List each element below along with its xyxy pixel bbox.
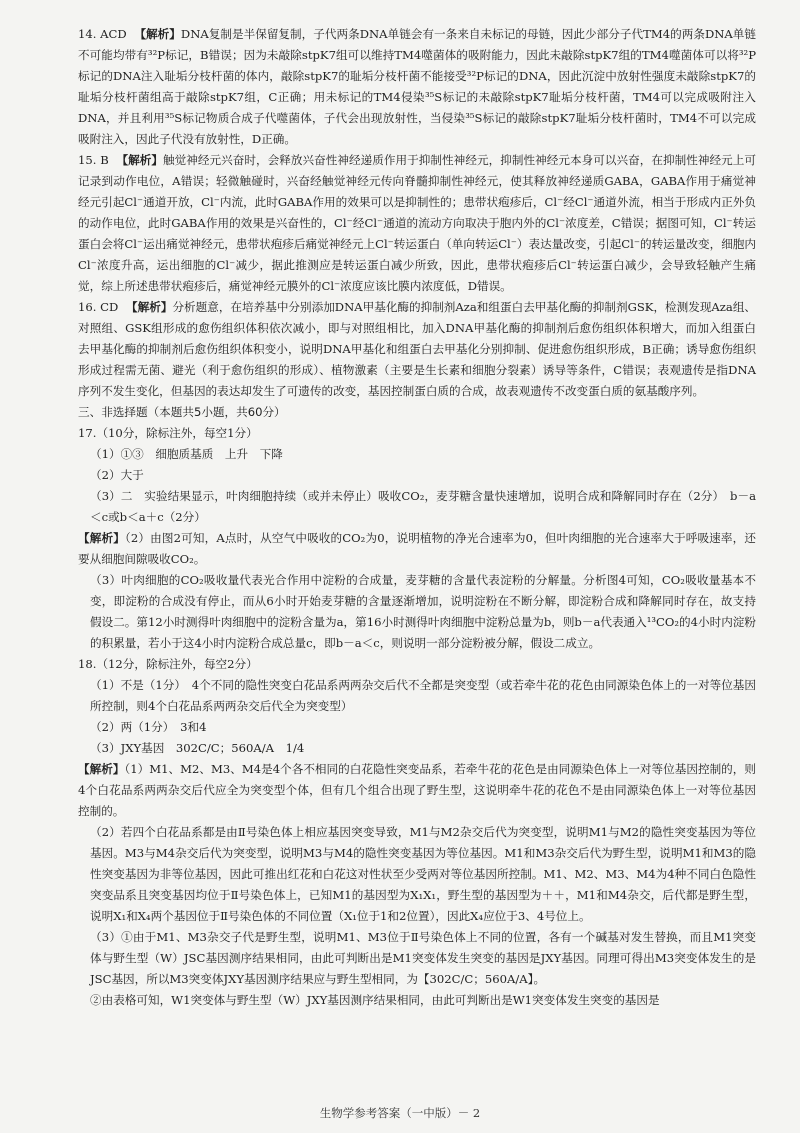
analysis-text: 触觉神经元兴奋时，会释放兴奋性神经递质作用于抑制性神经元，抑制性神经元本身可以兴奋，在抑制性神经元上可记录到动作电位，A错误；轻微触碰时，兴奋经触觉神经元传向脊髓抑制性神经元，使其释放神经递质GABA，GABA作用于痛觉神经元引起Cl⁻通道开放，Cl⁻内流，此时GABA作用的效果可以是抑制性的；患带状疱疹后，Cl⁻经Cl⁻通道外流，相当于形成内正外负的动作电位，此时GABA作用的效果是兴奋性的，Cl⁻经Cl⁻通道的流动方向取决于胞内外的Cl⁻浓度差，C错误；据图可知，Cl⁻转运蛋白会将Cl⁻运出痛觉神经元，患带状疱疹后痛觉神经元上Cl⁻转运蛋白（单向转运Cl⁻）表达量改变，引起Cl⁻的转运量改变，细胞内Cl⁻浓度升高，运出细胞的Cl⁻减少，据此推测应是转运蛋白减少所致，因此，患带状疱疹后Cl⁻转运蛋白减少，会导致轻触产生痛觉，综上所述患带状疱疹后，痛觉神经元膜外的Cl⁻浓度应该比膜内浓度低，D错误。: [78, 153, 756, 293]
q18-answer-1: （1）不是（1分） 4个不同的隐性突变白花品系两两杂交后代不全都是突变型（或若牵牛花的花色由同源染色体上的一对等位基因所控制，则4个白花品系两两杂交后代全为突变型）: [90, 678, 756, 713]
question-number: 16.: [78, 300, 97, 314]
answer-choice: ACD: [100, 27, 127, 41]
section-heading: 三、非选择题（本题共5小题，共60分）: [78, 405, 286, 419]
analysis-tag: 【解析】: [116, 153, 163, 167]
answer-choice: CD: [100, 300, 119, 314]
q18-explanation-3: （3）①由于M1、M3杂交子代是野生型，说明M1、M3位于Ⅱ号染色体上不同的位置，各有一个碱基对发生替换，而且M1突变体与野生型（W）JSC基因测序结果相同，由此可判断出是M1突变体发生突变的基因是JXY基因。同理可得出M3突变体发生的是JSC基因，所以M3突变体JXY基因测序结果应与野生型相同，为【302C/C；560A/A】。: [90, 930, 756, 986]
analysis-text: DNA复制是半保留复制，子代两条DNA单链会有一条来自未标记的母链，因此少部分子代TM4的两条DNA单链不可能均带有³²P标记，B错误；因为未敲除stpK7组可以维持TM4噬菌体的吸附能力，因此未敲除stpK7组的TM4噬菌体可以将³²P标记的DNA注入耻垢分枝杆菌的体内，敲除stpK7的耻垢分枝杆菌不能接受³²P标记的DNA，因此沉淀中放射性强度未敲除stpK7的耻垢分枝杆菌组高于敲除stpK7组，C正确；用未标记的TM4侵染³⁵S标记的未敲除stpK7耻垢分枝杆菌，TM4可以完成吸附注入DNA，并且利用³⁵S标记物质合成子代噬菌体，子代会出现放射性，当侵染³⁵S标记的敲除stpK7耻垢分枝杆菌时，TM4不可以完成吸附注入，因此子代没有放射性，D正确。: [78, 27, 757, 146]
analysis-text: 分析题意，在培养基中分别添加DNA甲基化酶的抑制剂Aza和组蛋白去甲基化酶的抑制剂GSK，检测发现Aza组、对照组、GSK组形成的愈伤组织体积依次减小，即与对照组相比，加入DNA甲基化酶的抑制剂后愈伤组织体积增大，而加入组蛋白去甲基化酶的抑制剂后愈伤组织体积变小，说明DNA甲基化和组蛋白去甲基化分别抑制、促进愈伤组织形成，B正确；诱导愈伤组织形成过程需无菌、避光（利于愈伤组织的形成）、植物激素（主要是生长素和细胞分裂素）诱导等条件，C错误；表观遗传是指DNA序列不发生变化，但基因的表达却发生了可遗传的改变，基因控制蛋白质的合成，故表观遗传不改变蛋白质的氨基酸序列。: [78, 300, 757, 398]
q17-explanation-2: （3）叶肉细胞的CO₂吸收量代表光合作用中淀粉的合成量，麦芽糖的含量代表淀粉的分解量。分析图4可知，CO₂吸收量基本不变，即淀粉的合成没有停止，而从6小时开始麦芽糖的含量逐渐增加，说明淀粉在不断分解，即淀粉合成和降解同时存在，故支持假设二。第12小时测得叶肉细胞中的淀粉含量为a，第16小时测得叶肉细胞中淀粉总量为b，则b－a代表通入¹³CO₂的4小时内淀粉的积累量，若小于这4小时内淀粉合成总量c，即b－a＜c，则说明一部分淀粉被分解，假设二成立。: [90, 573, 756, 650]
analysis-tag: 【解析】: [78, 531, 125, 545]
question-16: [78, 297, 756, 402]
answer-choice: B: [100, 153, 109, 167]
question-number: 14.: [78, 27, 97, 41]
analysis-text: （2）由图2可知，A点时，从空气中吸收的CO₂为0，说明植物的净光合速率为0，但叶肉细胞的光合速率大于呼吸速率，还要从细胞间隙吸收CO₂。: [78, 531, 756, 566]
q18-explanation-4: ②由表格可知，W1突变体与野生型（W）JXY基因测序结果相同，由此可判断出是W1突变体发生突变的基因是: [90, 993, 660, 1007]
q17-answer-3: （3）二 实验结果显示，叶肉细胞持续（或并未停止）吸收CO₂，麦芽糖含量快速增加，说明合成和降解同时存在（2分） b－a＜c或b＜a＋c（2分）: [90, 489, 756, 524]
question-15: [78, 150, 756, 297]
q18-explanation-1: [78, 759, 756, 822]
q17-explanation-1: [78, 528, 756, 570]
q18-answer-3: （3）JXY基因 302C/C；560A/A 1/4: [90, 741, 305, 755]
answer-content: [78, 24, 756, 1011]
question-17-heading: 17.（10分，除标注外，每空1分）: [78, 426, 258, 440]
analysis-tag: 【解析】: [78, 762, 125, 776]
question-number: 15.: [78, 153, 97, 167]
q18-explanation-2: （2）若四个白花品系都是由Ⅱ号染色体上相应基因突变导致，M1与M2杂交后代为突变型，说明M1与M2的隐性突变基因为等位基因。M3与M4杂交后代为突变型，说明M3与M4的隐性突变基因为等位基因。M1和M3杂交后代为野生型，说明M1和M3的隐性突变基因为非等位基因，因此可推出红花和白花这对性状至少受两对等位基因所控制。M1、M2、M3、M4为4种不同白色隐性突变品系且突变基因均位于Ⅱ号染色体上，已知M1的基因型为X₁X₁，野生型的基因型为＋＋，M1和M4杂交，后代都是野生型，说明X₁和X₄两个基因位于Ⅱ号染色体的不同位置（X₁位于1和2位置），因此X₄应位于3、4号位上。: [90, 825, 756, 923]
analysis-tag: 【解析】: [134, 27, 181, 41]
analysis-tag: 【解析】: [126, 300, 173, 314]
q18-answer-2: （2）两（1分） 3和4: [90, 720, 207, 734]
question-18-heading: 18.（12分，除标注外，每空2分）: [78, 657, 258, 671]
question-14: [78, 24, 756, 150]
q17-answer-1: （1）①③ 细胞质基质 上升 下降: [90, 447, 283, 461]
q17-answer-2: （2）大于: [90, 468, 144, 482]
analysis-text: （1）M1、M2、M3、M4是4个各不相同的白花隐性突变品系，若牵牛花的花色是由同源染色体上一对等位基因控制的，则4个白花品系两两杂交后代应全为突变型个体，但有几个组合出现了野生型，这说明牵牛花的花色不是由同源染色体上一对等位基因控制的。: [78, 762, 756, 818]
page-footer: 生物学参考答案（一中版）－ 2: [319, 1106, 481, 1120]
